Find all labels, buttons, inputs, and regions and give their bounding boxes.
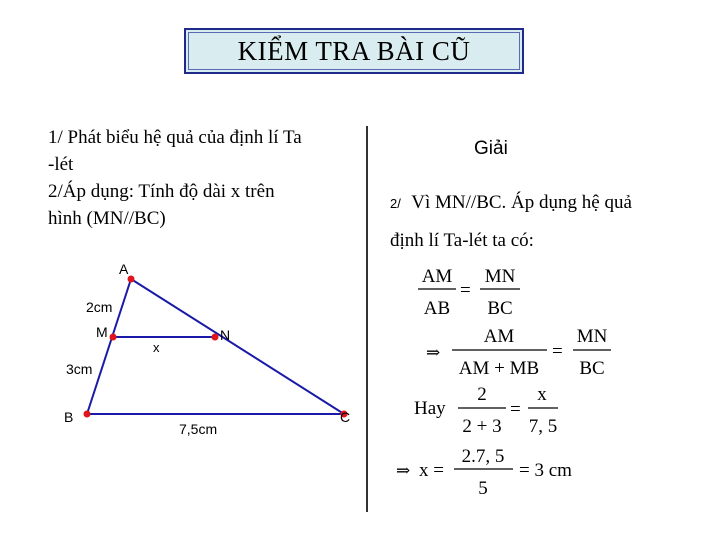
f2-equals: = (552, 341, 563, 362)
formula-2 (426, 326, 611, 379)
column-divider (366, 126, 368, 512)
page-title: KIỂM TRA BÀI CŨ (237, 35, 471, 66)
question-line-3: 2/Áp dụng: Tính độ dài x trên (48, 181, 275, 202)
f4-lhs: x = (419, 460, 444, 481)
f2-implies: ⇒ (426, 343, 441, 362)
label-m: M (96, 324, 108, 340)
solution-text-1: Vì MN//BC. Áp dụng hệ quả (411, 192, 632, 213)
point-n (212, 334, 219, 341)
f4-denominator: 5 (478, 478, 488, 499)
label-mb: 3cm (66, 361, 93, 377)
f1-numerator-1: AM (421, 266, 453, 287)
question-line-1: 1/ Phát biểu hệ quả của định lí Ta (48, 127, 302, 148)
formula-4 (396, 446, 572, 499)
label-n: N (220, 327, 231, 343)
point-a (128, 276, 135, 283)
solution-number: 2/ (390, 196, 401, 211)
triangle-figure (60, 250, 360, 450)
f1-equals: = (460, 280, 471, 301)
solution-line-1 (390, 192, 632, 214)
f3-prefix: Hay (414, 398, 446, 419)
question-line-2: -lét (48, 154, 74, 175)
label-x: x (153, 340, 160, 355)
f4-implies: ⇒ (396, 461, 411, 480)
label-c: C (340, 409, 351, 425)
f3-denominator-2: 7, 5 (528, 416, 558, 437)
f1-numerator-2: MN (484, 266, 516, 287)
f1-denominator-2: BC (487, 298, 513, 319)
label-b: B (64, 409, 74, 425)
math-formulas (390, 260, 710, 510)
f3-numerator-2: x (537, 384, 547, 405)
segment-ac (131, 279, 344, 414)
label-bc: 7,5cm (179, 421, 218, 437)
title-box (184, 28, 524, 74)
question-block (48, 124, 368, 232)
f2-denominator-1: AM + MB (458, 358, 540, 379)
question-line-4: hình (MN//BC) (48, 208, 166, 229)
point-m (110, 334, 117, 341)
f4-rhs: = 3 cm (519, 460, 572, 481)
f4-numerator: 2.7, 5 (461, 446, 505, 467)
f3-denominator-1: 2 + 3 (462, 416, 502, 437)
f3-equals: = (510, 399, 521, 420)
label-am: 2cm (86, 299, 113, 315)
formula-1 (418, 266, 520, 319)
f1-denominator-1: AB (423, 298, 451, 319)
f2-denominator-2: BC (579, 358, 605, 379)
solution-heading: Giải (474, 138, 508, 159)
f2-numerator-2: MN (576, 326, 608, 347)
solution-line-2: định lí Ta-lét ta có: (390, 230, 534, 251)
label-a: A (119, 261, 129, 277)
f3-numerator-1: 2 (477, 384, 487, 405)
f2-numerator-1: AM (483, 326, 515, 347)
formula-3 (414, 384, 558, 437)
point-b (84, 411, 91, 418)
